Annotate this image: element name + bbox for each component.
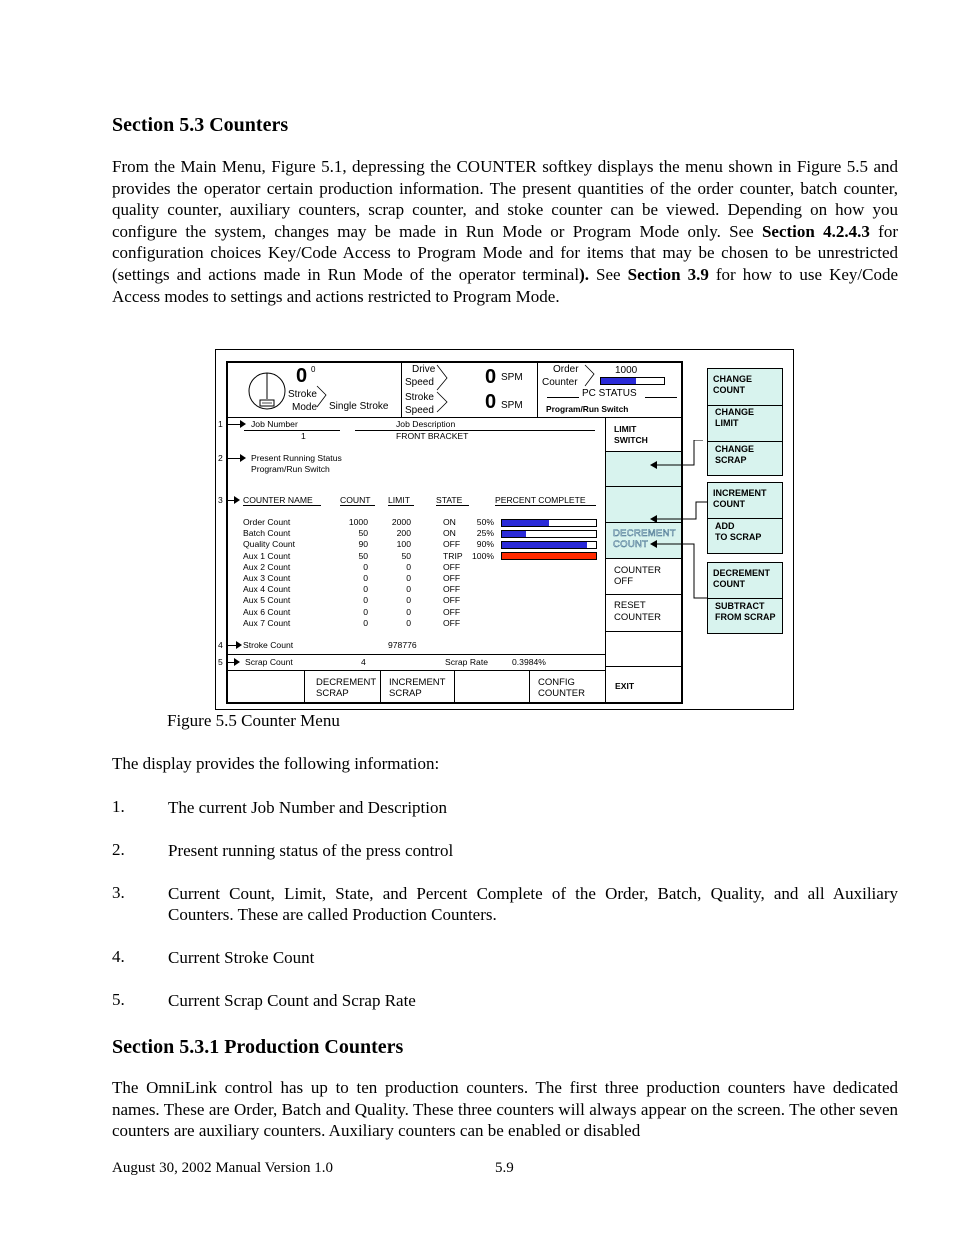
- counter-count: 0: [363, 595, 368, 606]
- row-number-4: 4: [218, 640, 223, 650]
- counter-name: Order Count: [243, 517, 291, 527]
- decrement-scrap-label-1: DECREMENT: [316, 677, 377, 688]
- order-bracket: [584, 364, 598, 390]
- add-to-scrap-label-2: TO SCRAP: [715, 532, 762, 542]
- gauge-icon: [247, 371, 287, 411]
- stroke-count-label: Stroke Count: [243, 640, 294, 650]
- increment-scrap-label-1: INCREMENT: [389, 677, 446, 688]
- pc-status-line-left: [547, 397, 579, 398]
- counter-off-label-1: COUNTER: [614, 565, 661, 576]
- job-number-label: Job Number: [251, 419, 298, 429]
- counter-count: 50: [358, 550, 368, 561]
- counter-count: 50: [358, 528, 368, 539]
- counter-off-label-2: OFF: [614, 576, 633, 587]
- col-underline-percent: [495, 505, 596, 506]
- counter-limit: 2000: [391, 517, 411, 527]
- counter-percent: 100%: [472, 550, 494, 561]
- change-scrap-label-2: SCRAP: [715, 455, 747, 465]
- counter-state: ON: [443, 528, 456, 539]
- change-limit-label-2: LIMIT: [715, 418, 739, 428]
- counter-state: OFF: [443, 606, 461, 617]
- program-run-switch: Program/Run Switch: [546, 404, 629, 414]
- config-counter-label-2: COUNTER: [538, 688, 585, 699]
- config-counter-softkey[interactable]: [530, 671, 605, 703]
- col-underline-limit: [388, 505, 414, 506]
- drive-spm-value: 0: [485, 366, 497, 388]
- col-header-percent: PERCENT COMPLETE: [495, 495, 586, 505]
- col-header-state: STATE: [436, 495, 463, 505]
- counter-name: Aux 6 Count: [243, 606, 291, 617]
- counter-state: ON: [443, 517, 456, 527]
- counter-name: Quality Count: [243, 539, 296, 550]
- list-item-2: Present running status of the press control: [168, 841, 454, 860]
- counter-count: 1000: [348, 517, 368, 527]
- change-count-label-2: COUNT: [713, 385, 745, 395]
- mode-value: Single Stroke: [329, 401, 389, 412]
- order-counter-bar: [600, 377, 665, 385]
- counter-count: 0: [363, 573, 368, 583]
- limit-switch-label-1: LIMIT: [614, 424, 637, 434]
- counter-limit: 200: [396, 528, 411, 539]
- decrement-scrap-softkey[interactable]: [305, 671, 380, 703]
- counter-state: OFF: [443, 539, 461, 550]
- col-header-name: COUNTER NAME: [243, 495, 313, 505]
- counter-percent: 25%: [476, 528, 494, 539]
- counter-limit: 0: [406, 617, 411, 628]
- connector-lines: [650, 440, 710, 600]
- subtract-from-scrap-label-1: SUBTRACT: [715, 601, 765, 611]
- counter-state: TRIP: [443, 550, 463, 561]
- reset-counter-label-2: COUNTER: [614, 612, 661, 623]
- limit-switch-label-2: SWITCH: [614, 435, 648, 445]
- stroke-value: 0: [296, 365, 308, 387]
- percent-bar: [501, 530, 597, 538]
- decrement-count-button[interactable]: [708, 563, 782, 598]
- counter-count: 0: [363, 606, 368, 617]
- counter-count: 0: [363, 561, 368, 572]
- stroke-label: Stroke: [288, 389, 317, 400]
- counter-limit: 0: [406, 595, 411, 606]
- list-item-5: Current Scrap Count and Scrap Rate: [168, 991, 416, 1010]
- stroke-count-value: 978776: [388, 640, 417, 650]
- row-number-5: 5: [218, 657, 223, 667]
- scrap-count-value: 4: [361, 657, 366, 667]
- stroke-speed-label-2: Speed: [405, 405, 434, 416]
- mode-label: Mode: [292, 402, 318, 413]
- decrement-count-label-1: DECREMENT: [613, 528, 676, 539]
- reset-counter-label-1: RESET: [614, 600, 646, 611]
- counter-name: Aux 4 Count: [243, 584, 291, 595]
- row-number-1: 1: [218, 419, 223, 429]
- pc-status-line-right: [645, 397, 677, 398]
- col-underline-name: [243, 505, 321, 506]
- col-header-count: COUNT: [340, 495, 371, 505]
- exit-label: EXIT: [615, 681, 635, 691]
- list-item-4: Current Stroke Count: [168, 948, 315, 967]
- percent-bar: [501, 519, 597, 527]
- order-counter-label-1: Order: [553, 364, 579, 375]
- change-scrap-label-1: CHANGE: [715, 444, 755, 454]
- stroke-spm-unit: SPM: [501, 400, 523, 411]
- stroke-divider: [228, 654, 605, 655]
- stroke-sup: 0: [311, 365, 316, 374]
- counter-state: OFF: [443, 573, 461, 583]
- col-underline-count: [340, 505, 375, 506]
- running-status-label: Present Running Status: [251, 453, 342, 463]
- config-counter-label-1: CONFIG: [538, 677, 575, 688]
- counter-name: Aux 5 Count: [243, 595, 291, 606]
- list-number-3: 3.: [112, 883, 125, 902]
- figure-caption: Figure 5.5 Counter Menu: [167, 711, 340, 730]
- page-number: 5.9: [495, 1160, 514, 1176]
- percent-bar-fill: [502, 520, 549, 526]
- counter-name: Aux 1 Count: [243, 550, 291, 561]
- change-count-button[interactable]: [708, 369, 782, 405]
- mode-bracket: [316, 385, 332, 411]
- counter-limit: 0: [406, 584, 411, 595]
- percent-bar: [501, 552, 597, 560]
- counter-limit: 50: [401, 550, 411, 561]
- running-status-value: Program/Run Switch: [251, 464, 330, 474]
- percent-bar-fill: [502, 542, 587, 548]
- header-sep-1: [401, 363, 402, 417]
- decrement-scrap-label-2: SCRAP: [316, 688, 349, 699]
- row-number-3: 3: [218, 495, 223, 505]
- decrement-count-popup-label-2: COUNT: [713, 579, 745, 589]
- add-to-scrap-button[interactable]: [708, 519, 782, 554]
- counter-limit: 0: [406, 561, 411, 572]
- decrement-count-popup-label-1: DECREMENT: [713, 568, 771, 578]
- counter-limit: 0: [406, 606, 411, 617]
- change-scrap-button[interactable]: [708, 442, 782, 476]
- increment-count-label-2: COUNT: [713, 499, 745, 509]
- list-number-1: 1.: [112, 797, 125, 816]
- drive-label-2: Speed: [405, 377, 434, 388]
- order-counter-value: 1000: [615, 365, 638, 376]
- job-number-underline: [244, 430, 340, 431]
- scrap-count-label: Scrap Count: [245, 657, 293, 667]
- percent-bar-fill: [502, 531, 526, 537]
- bottom-softkey-blank-1[interactable]: [228, 671, 304, 703]
- counter-count: 90: [358, 539, 368, 550]
- counter-percent: 50%: [476, 517, 494, 527]
- increment-count-label-1: INCREMENT: [713, 488, 767, 498]
- row-number-2: 2: [218, 453, 223, 463]
- counter-name: Aux 2 Count: [243, 561, 291, 572]
- exit-softkey[interactable]: [606, 667, 681, 703]
- intro-paragraph: From the Main Menu, Figure 5.1, depressing the COUNTER softkey displays the menu shown in Figure 5.5 and provides the operator certain production information. The present quantities of the order counter, batch counter, quality counter, auxiliary counters, scrap counter, and stoke counter can be viewed. Depending on how you configure the system, changes may be made in Run Mode or Program Mode only. See Section 4.2.4.3 for configuration choices Key/Code Access to Program Mode and for items that may be chosen to be unrestricted (settings and actions made in Run Mode of the operator terminal). See Section 3.9 for how to use Key/Code Access modes to settings and actions restricted to Program Mode.: [112, 157, 898, 306]
- reset-counter-softkey[interactable]: [606, 595, 681, 631]
- bottom-softkey-blank-2[interactable]: [455, 671, 529, 703]
- add-to-scrap-label-1: ADD: [715, 521, 735, 531]
- scrap-rate-label: Scrap Rate: [445, 657, 488, 667]
- order-counter-bar-fill: [601, 378, 636, 384]
- change-limit-button[interactable]: [708, 406, 782, 441]
- subtract-from-scrap-label-2: FROM SCRAP: [715, 612, 776, 622]
- stroke-speed-label-1: Stroke: [405, 392, 434, 403]
- job-description-value: FRONT BRACKET: [396, 431, 469, 441]
- job-description-label: Job Description: [396, 419, 456, 429]
- counter-name: Aux 7 Count: [243, 617, 291, 628]
- list-number-2: 2.: [112, 840, 125, 859]
- increment-scrap-softkey[interactable]: [381, 671, 454, 703]
- counter-percent: 90%: [476, 539, 494, 550]
- percent-bar: [501, 541, 597, 549]
- counter-limit: 100: [396, 539, 411, 550]
- subtract-from-scrap-button[interactable]: [708, 599, 782, 634]
- counter-count: 0: [363, 584, 368, 595]
- stroke-spm-value: 0: [485, 391, 497, 413]
- order-counter-label-2: Counter: [542, 377, 578, 388]
- header-sep-2: [537, 363, 538, 417]
- list-item-1: The current Job Number and Description: [168, 798, 447, 817]
- counter-state: OFF: [443, 584, 461, 595]
- counter-name: Aux 3 Count: [243, 573, 291, 583]
- job-number-value: 1: [301, 431, 306, 441]
- counter-state: OFF: [443, 617, 461, 628]
- percent-bar-fill: [502, 553, 596, 559]
- job-description-underline: [355, 430, 595, 431]
- increment-scrap-label-2: SCRAP: [389, 688, 422, 699]
- counter-state: OFF: [443, 595, 461, 606]
- change-limit-label-1: CHANGE: [715, 407, 755, 417]
- section2-title: Section 5.3.1 Production Counters: [112, 1036, 404, 1058]
- section2-paragraph: The OmniLink control has up to ten production counters. The first three production counters have dedicated names. These are Order, Batch and Quality. These three counters will always appear on the screen. The other seven counters are auxiliary counters. Auxiliary counters can be enabled or disabled: [112, 1078, 898, 1141]
- list-number-4: 4.: [112, 947, 125, 966]
- list-number-5: 5.: [112, 990, 125, 1009]
- decrement-count-label-2: COUNT: [613, 539, 649, 550]
- col-underline-state: [436, 505, 469, 506]
- increment-count-button[interactable]: [708, 483, 782, 518]
- counter-count: 0: [363, 617, 368, 628]
- list-lead: The display provides the following information:: [112, 754, 440, 773]
- counter-name: Batch Count: [243, 528, 291, 539]
- scrap-rate-value: 0.3984%: [512, 657, 546, 667]
- counter-state: OFF: [443, 561, 461, 572]
- speed-brackets: [436, 364, 450, 414]
- section-title: Section 5.3 Counters: [112, 114, 289, 136]
- pc-status-label: PC STATUS: [582, 388, 637, 399]
- col-header-limit: LIMIT: [388, 495, 410, 505]
- drive-spm-unit: SPM: [501, 372, 523, 383]
- softkey-blank-3[interactable]: [606, 632, 681, 666]
- list-item-3: Current Count, Limit, State, and Percent Complete of the Order, Batch, Quality, and all Auxiliary Counters. These are called Production Counters.: [168, 884, 898, 924]
- counter-limit: 0: [406, 573, 411, 583]
- footer-version: August 30, 2002 Manual Version 1.0: [112, 1160, 333, 1176]
- change-count-label-1: CHANGE: [713, 374, 753, 384]
- drive-label-1: Drive: [412, 364, 436, 375]
